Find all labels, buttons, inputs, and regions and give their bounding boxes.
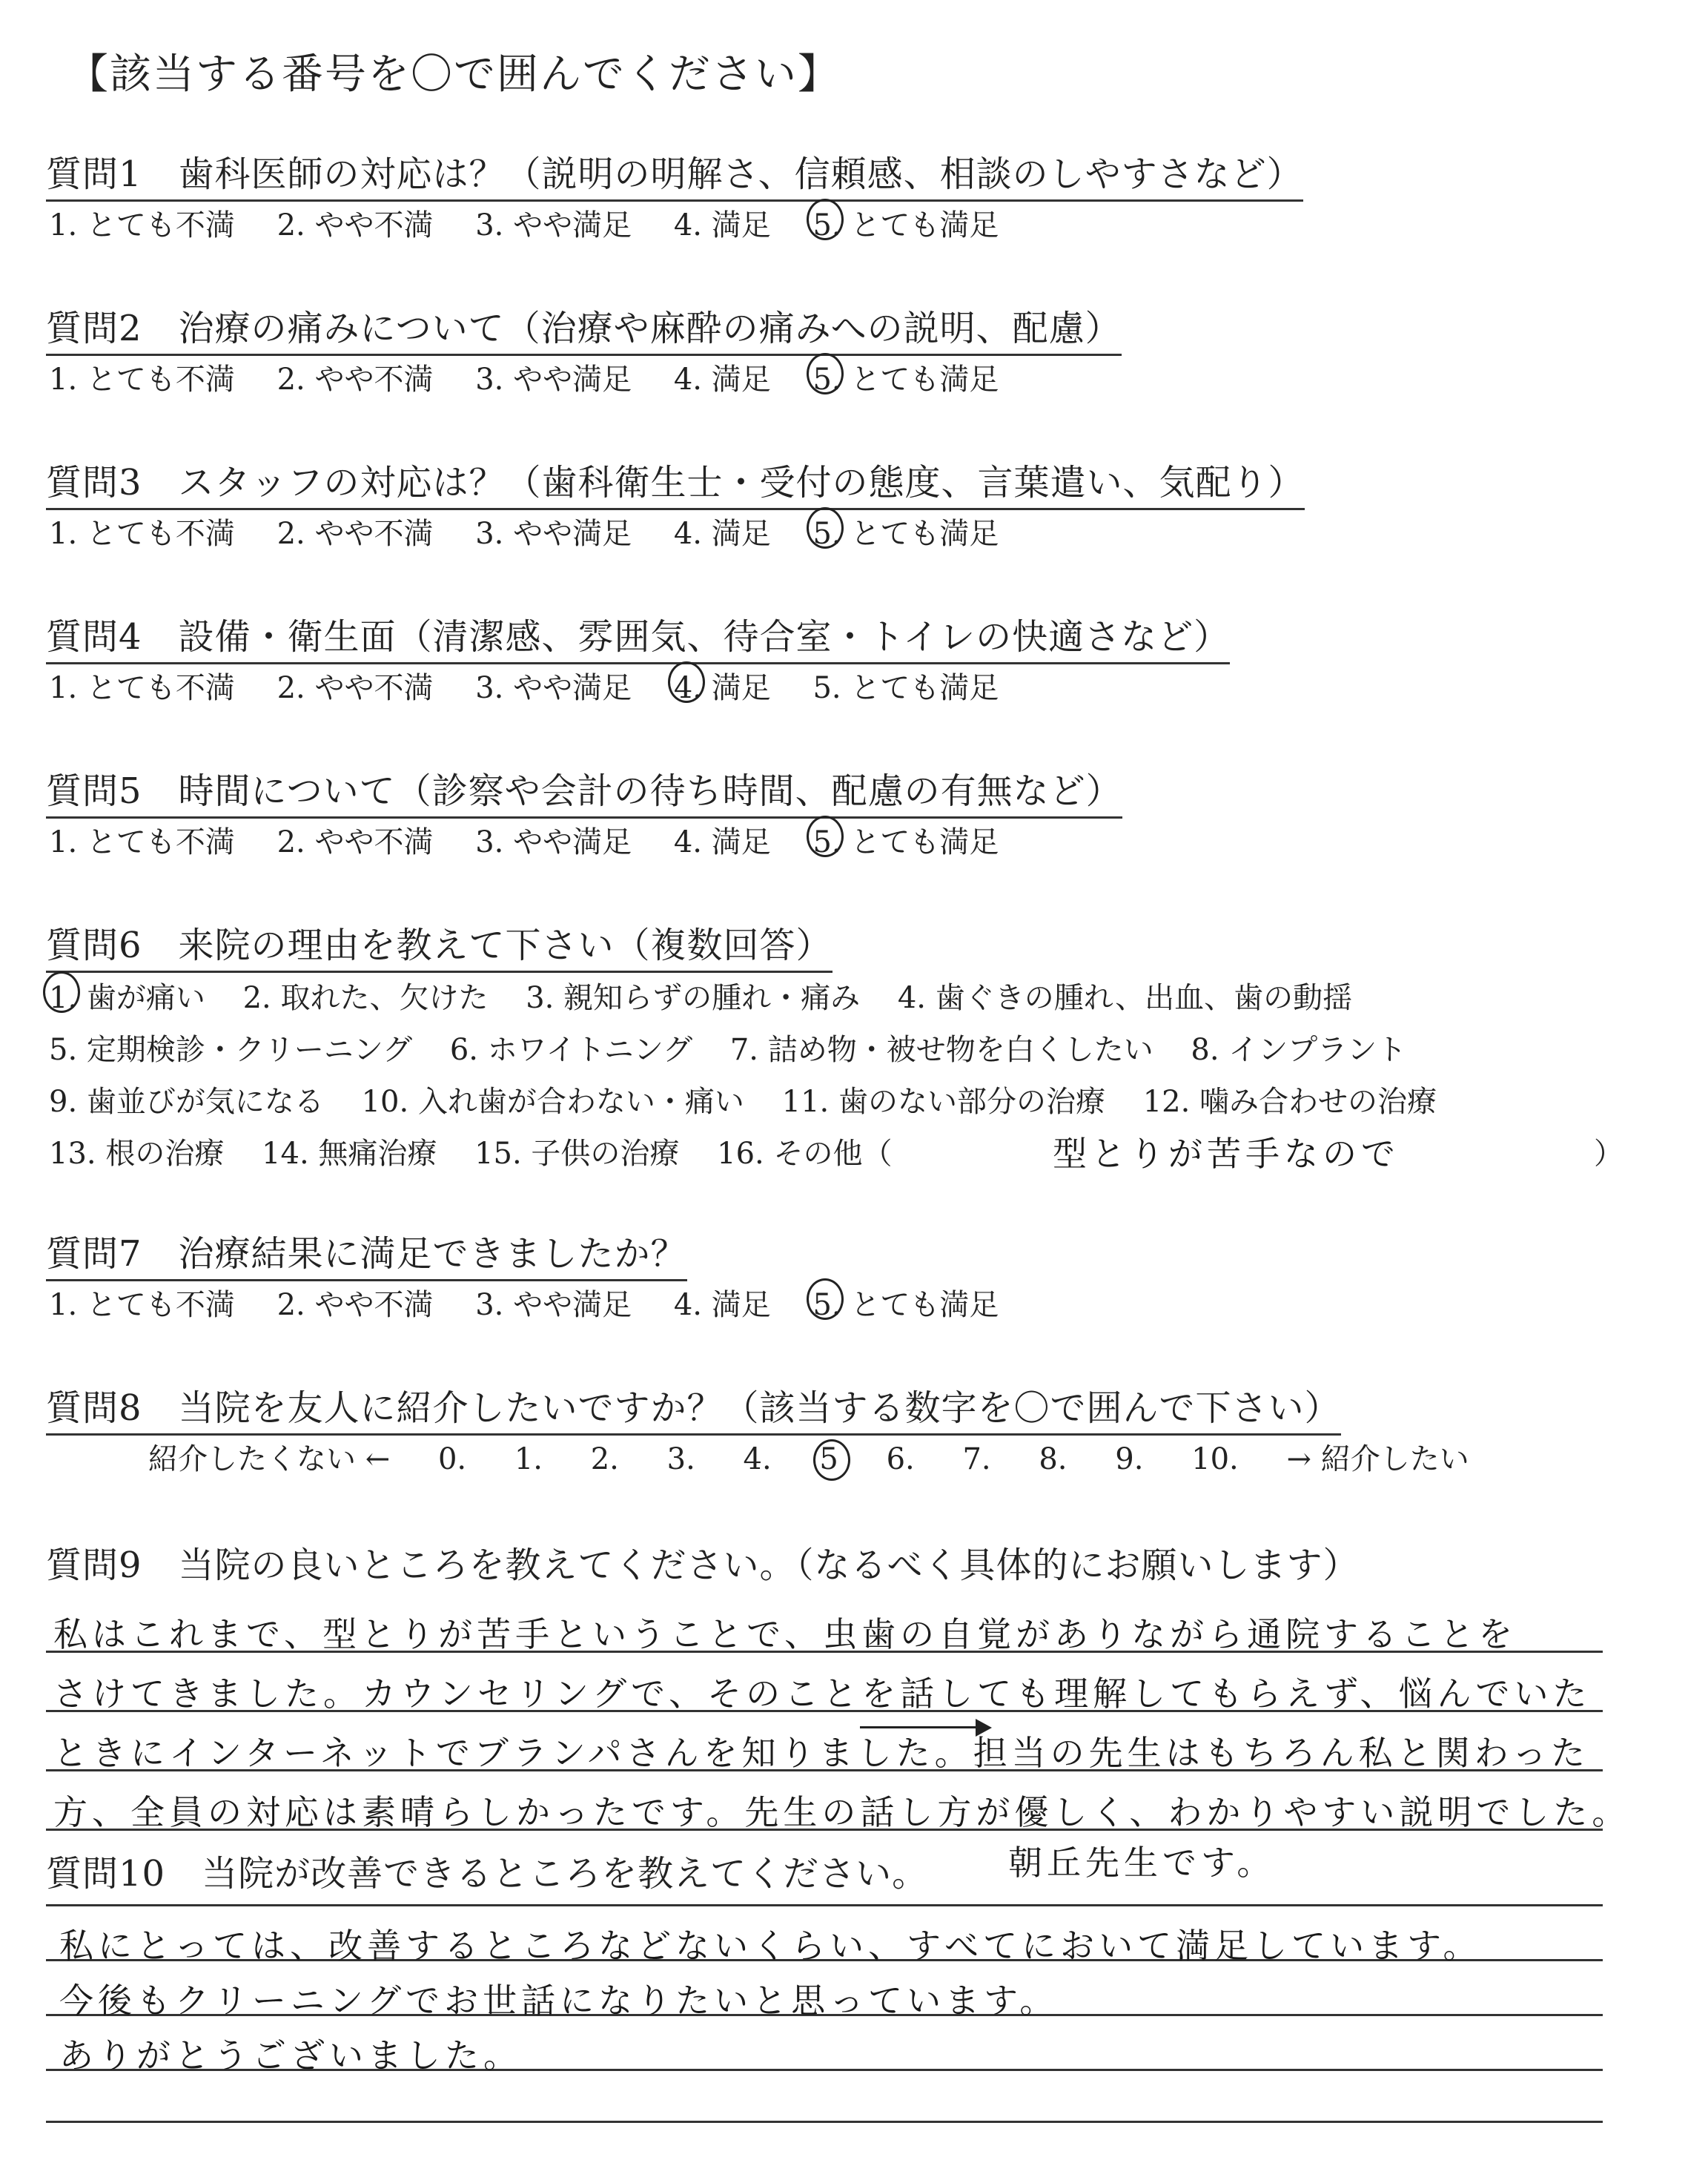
q5-option-2[interactable]: 2. やや不満 xyxy=(277,825,434,859)
q8-scale-1[interactable]: 1. xyxy=(514,1442,543,1476)
q3-option-4[interactable]: 4. 満足 xyxy=(673,517,771,551)
q3-option-1[interactable]: 1. とても不満 xyxy=(49,517,235,551)
q1-option-2[interactable]: 2. やや不満 xyxy=(277,208,434,242)
q9-answer-line-2[interactable]: さけてきました。カウンセリングで、そのことを話しても理解してもらえず、悩んでいた xyxy=(53,1674,1592,1714)
q5-option-3[interactable]: 3. やや満足 xyxy=(475,825,632,859)
q5-options xyxy=(49,819,1031,861)
q9-title: 質問9 当院の良いところを教えてください。（なるべく具体的にお願いします） xyxy=(46,1545,1360,1586)
q1-options xyxy=(49,202,1031,244)
q10-line-rule-5 xyxy=(46,2121,1603,2123)
q6-option-3[interactable]: 3. 親知らずの腫れ・痛み xyxy=(526,981,861,1015)
q9-note[interactable]: 朝丘先生です。 xyxy=(1008,1843,1276,1883)
q4-options xyxy=(49,664,1031,707)
q1-title: 質問1 歯科医師の対応は？（説明の明解さ、信頼感、相談のしやすさなど） xyxy=(46,145,1303,202)
q9-answer-line-4[interactable]: 方、全員の対応は素晴らしかったです。先生の話し方が優しく、わかりやすい説明でした。 xyxy=(53,1792,1631,1832)
q6-option-1-circled[interactable]: 1. 歯が痛い xyxy=(49,974,205,1017)
q10-line-rule-1 xyxy=(46,1904,1603,1906)
q1-option-4[interactable]: 4. 満足 xyxy=(673,208,771,242)
q4-option-3[interactable]: 3. やや満足 xyxy=(475,671,632,705)
q8-right-label: → 紹介したい xyxy=(1286,1442,1469,1476)
q2-option-1[interactable]: 1. とても不満 xyxy=(49,363,235,397)
q7-options xyxy=(49,1281,1031,1324)
q7-option-1[interactable]: 1. とても不満 xyxy=(49,1288,235,1322)
annotation-arrow-icon xyxy=(976,1719,992,1737)
q6-option-9[interactable]: 9. 歯並びが気になる xyxy=(49,1085,324,1119)
q8-scale-7[interactable]: 7. xyxy=(962,1442,991,1476)
q3-option-2[interactable]: 2. やや不満 xyxy=(277,517,434,551)
q8-scale-10[interactable]: 10. xyxy=(1191,1442,1239,1476)
q5-title: 質問5 時間について（診察や会計の待ち時間、配慮の有無など） xyxy=(46,762,1122,819)
q6-title: 質問6 来院の理由を教えて下さい（複数回答） xyxy=(46,916,833,973)
q9-answer-line-3[interactable]: ときにインターネットでブランパさんを知りました。担当の先生はもちろん私と関わった xyxy=(53,1733,1590,1773)
q10-title: 質問10 当院が改善できるところを教えてください。 xyxy=(46,1853,929,1895)
q6-option-7[interactable]: 7. 詰め物・被せ物を白くしたい xyxy=(729,1033,1153,1067)
q6-option-11[interactable]: 11. 歯のない部分の治療 xyxy=(781,1085,1105,1119)
q6-option-14[interactable]: 14. 無痛治療 xyxy=(262,1137,437,1171)
q3-options xyxy=(49,510,1031,552)
q4-option-2[interactable]: 2. やや不満 xyxy=(277,671,434,705)
q4-option-4-circled[interactable]: 4. 満足 xyxy=(674,664,771,707)
q8-scale-8[interactable]: 8. xyxy=(1039,1442,1068,1476)
q2-option-5-circled[interactable]: 5. とても満足 xyxy=(812,356,999,398)
q6-option-4[interactable]: 4. 歯ぐきの腫れ、出血、歯の動揺 xyxy=(897,981,1353,1015)
q6-option-13[interactable]: 13. 根の治療 xyxy=(49,1137,225,1171)
q10-answer-line-3[interactable]: ありがとうございました。 xyxy=(59,2035,522,2075)
q8-left-label: 紹介したくない ← xyxy=(148,1442,391,1476)
q10-answer-line-2[interactable]: 今後もクリーニングでお世話になりたいと思っています。 xyxy=(59,1981,1059,2021)
q6-option-5[interactable]: 5. 定期検診・クリーニング xyxy=(49,1033,413,1067)
q8-scale-6[interactable]: 6. xyxy=(886,1442,915,1476)
q6-other-answer[interactable]: 型とりが苦手なので xyxy=(1053,1134,1400,1174)
q6-option-10[interactable]: 10. 入れ歯が合わない・痛い xyxy=(361,1085,744,1119)
q6-row-1 xyxy=(49,974,1380,1017)
q10-answer-line-1[interactable]: 私にとっては、改善するところなどないくらい、すべてにおいて満足しています。 xyxy=(59,1926,1482,1966)
q6-option-12[interactable]: 12. 噛み合わせの治療 xyxy=(1142,1085,1437,1119)
q3-option-3[interactable]: 3. やや満足 xyxy=(475,517,632,551)
q1-option-5-circled[interactable]: 5. とても満足 xyxy=(812,202,999,244)
q5-option-1[interactable]: 1. とても不満 xyxy=(49,825,235,859)
q4-option-5[interactable]: 5. とても満足 xyxy=(812,671,999,705)
q8-scale-4[interactable]: 4. xyxy=(743,1442,772,1476)
q7-option-3[interactable]: 3. やや満足 xyxy=(475,1288,632,1322)
q9-answer-line-1[interactable]: 私はこれまで、型とりが苦手ということで、虫歯の自覚がありながら通院することを xyxy=(53,1614,1517,1654)
q6-row-2 xyxy=(49,1026,1434,1069)
q2-options xyxy=(49,356,1031,398)
q7-option-4[interactable]: 4. 満足 xyxy=(673,1288,771,1322)
q6-option-15[interactable]: 15. 子供の治療 xyxy=(474,1137,680,1171)
q8-scale-3[interactable]: 3. xyxy=(666,1442,695,1476)
q4-option-1[interactable]: 1. とても不満 xyxy=(49,671,235,705)
page-title: 【該当する番号を〇で囲んでください】 xyxy=(67,50,841,99)
q4-title: 質問4 設備・衛生面（清潔感、雰囲気、待合室・トイレの快適さなど） xyxy=(46,608,1230,664)
q1-option-3[interactable]: 3. やや満足 xyxy=(475,208,632,242)
q8-scale-0[interactable]: 0. xyxy=(437,1442,467,1476)
q8-scale-9[interactable]: 9. xyxy=(1115,1442,1144,1476)
q1-option-1[interactable]: 1. とても不満 xyxy=(49,208,235,242)
q3-title: 質問3 スタッフの対応は？（歯科衛生士・受付の態度、言葉遣い、気配り） xyxy=(46,454,1305,510)
q2-option-4[interactable]: 4. 満足 xyxy=(673,363,771,397)
q5-option-4[interactable]: 4. 満足 xyxy=(673,825,771,859)
q2-option-2[interactable]: 2. やや不満 xyxy=(277,363,434,397)
q5-option-5-circled[interactable]: 5. とても満足 xyxy=(812,819,999,861)
q3-option-5-circled[interactable]: 5. とても満足 xyxy=(812,510,999,552)
q7-option-2[interactable]: 2. やや不満 xyxy=(277,1288,434,1322)
q8-scale-5-circled[interactable]: 5 xyxy=(819,1442,838,1476)
q6-option-8[interactable]: 8. インプラント xyxy=(1191,1033,1407,1067)
q6-option-2[interactable]: 2. 取れた、欠けた xyxy=(242,981,489,1015)
q2-title: 質問2 治療の痛みについて（治療や麻酔の痛みへの説明、配慮） xyxy=(46,300,1122,356)
q8-scale xyxy=(148,1436,1508,1478)
q6-row-3 xyxy=(49,1078,1465,1120)
q8-title: 質問8 当院を友人に紹介したいですか？（該当する数字を〇で囲んで下さい） xyxy=(46,1379,1341,1436)
annotation-arrow-line xyxy=(860,1726,979,1728)
q7-title: 質問7 治療結果に満足できましたか？ xyxy=(46,1225,687,1281)
q2-option-3[interactable]: 3. やや満足 xyxy=(475,363,632,397)
q8-scale-2[interactable]: 2. xyxy=(590,1442,619,1476)
q6-row-4 xyxy=(49,1130,920,1172)
q6-option-16[interactable]: 16. その他（ xyxy=(717,1137,893,1171)
q6-close-paren: ） xyxy=(1594,1137,1623,1171)
q7-option-5-circled[interactable]: 5. とても満足 xyxy=(812,1281,999,1324)
q6-option-6[interactable]: 6. ホワイトニング xyxy=(449,1033,693,1067)
